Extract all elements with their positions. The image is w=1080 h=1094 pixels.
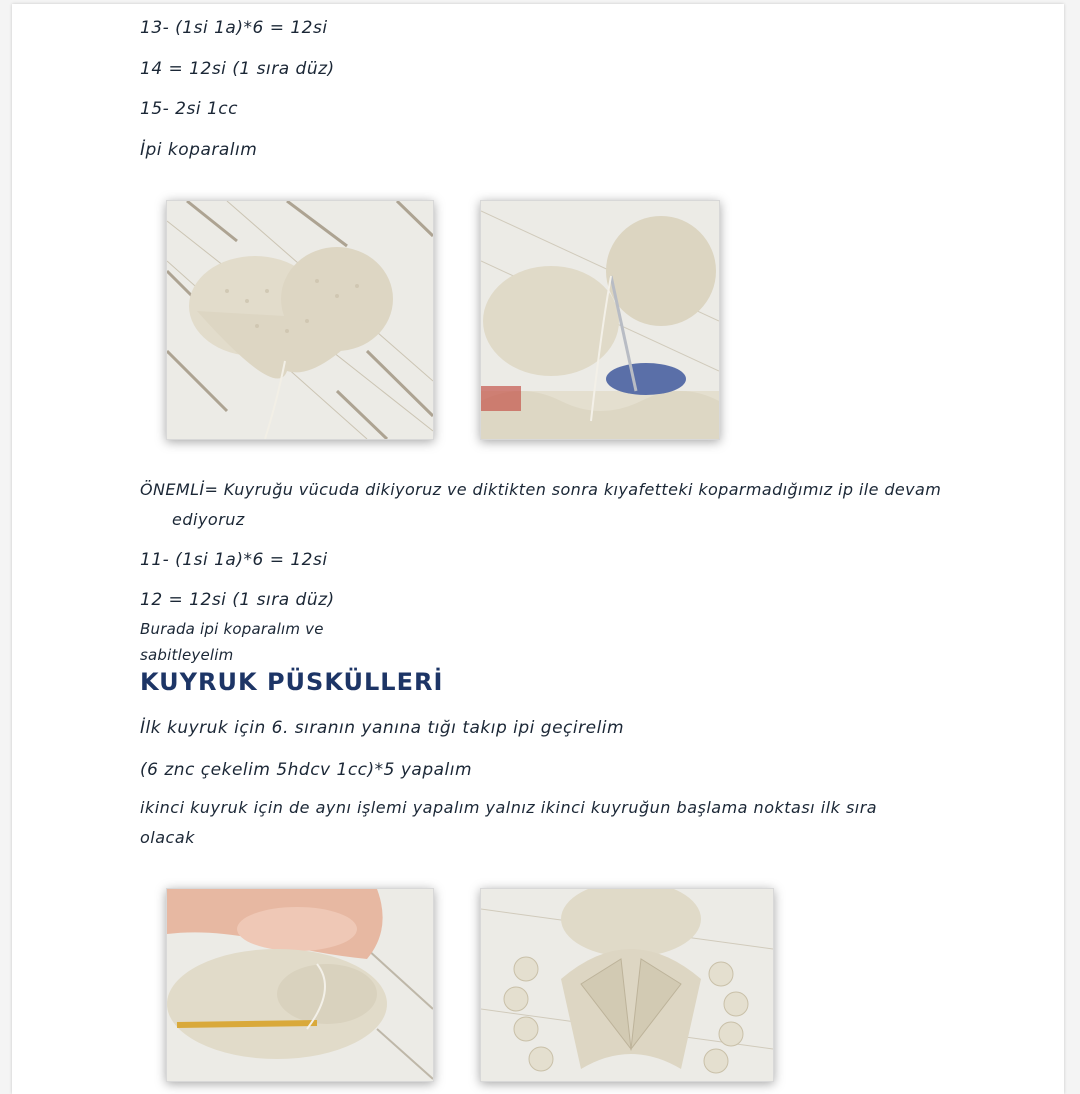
crochet-heart-tail-photo bbox=[166, 200, 434, 440]
important-continuation: ediyoruz bbox=[172, 510, 245, 529]
section-title: KUYRUK PÜSKÜLLERİ bbox=[140, 668, 444, 696]
instruction-second-tail-end: olacak bbox=[140, 828, 195, 847]
important-text: ÖNEMLİ= Kuyruğu vücuda dikiyoruz ve diktikten sonra kıyafetteki koparmadığımız ip ile devam bbox=[140, 480, 942, 499]
step-11: 11- (1si 1a)*6 = 12si bbox=[140, 550, 328, 570]
instruction-second-tail: ikinci kuyruk için de aynı işlemi yapalım yalnız ikinci kuyruğun başlama noktası ilk sıra bbox=[140, 798, 878, 817]
step-15: 15- 2si 1cc bbox=[140, 99, 238, 119]
note-secure: sabitleyelim bbox=[140, 646, 234, 664]
instruction-repeat: (6 znc çekelim 5hdcv 1cc)*5 yapalım bbox=[140, 760, 473, 780]
note-cut-yarn: Burada ipi koparalım ve bbox=[140, 620, 324, 638]
step-12: 12 = 12si (1 sıra düz) bbox=[140, 590, 335, 610]
instruction-first-tail: İlk kuyruk için 6. sıranın yanına tığı takıp ipi geçirelim bbox=[140, 718, 625, 738]
important-note bbox=[140, 480, 1040, 499]
step-13: 13- (1si 1a)*6 = 12si bbox=[140, 18, 328, 38]
cut-yarn-note: İpi koparalım bbox=[140, 140, 258, 160]
crochet-sewing-tail-photo bbox=[480, 200, 720, 440]
step-14: 14 = 12si (1 sıra düz) bbox=[140, 59, 335, 79]
crochet-tail-tassels-photo bbox=[480, 888, 774, 1082]
crochet-hook-in-hand-photo bbox=[166, 888, 434, 1082]
